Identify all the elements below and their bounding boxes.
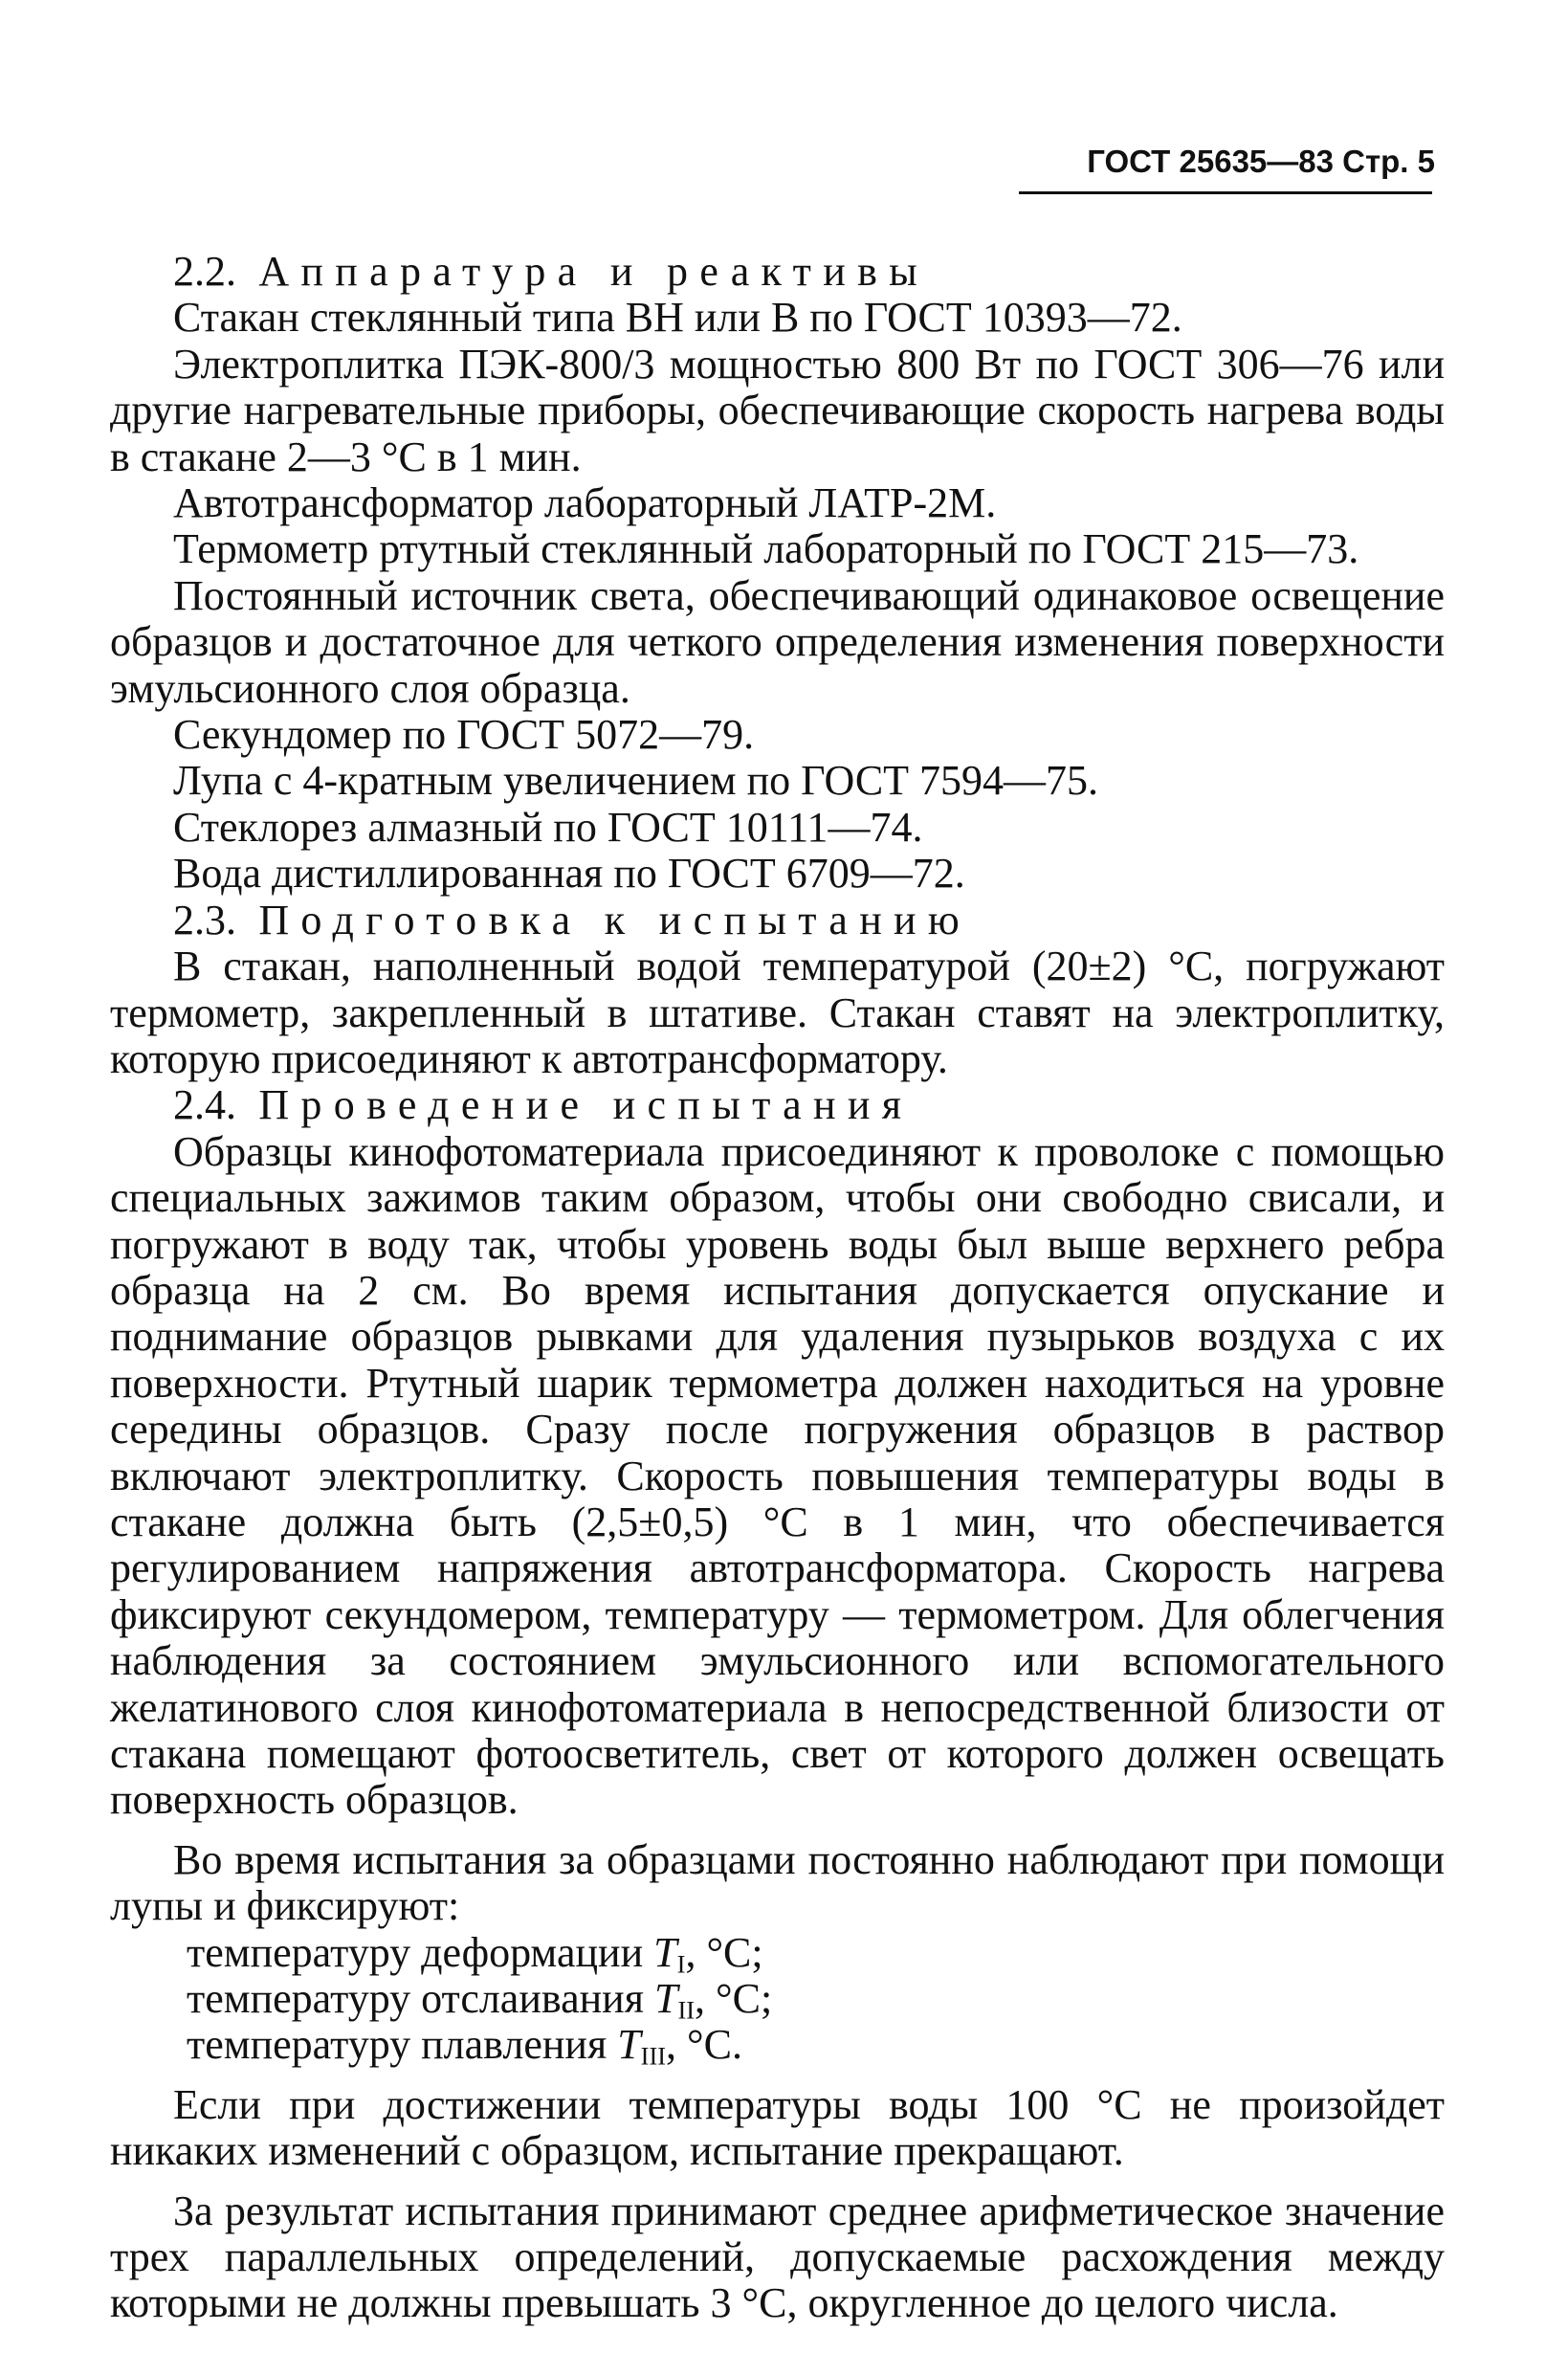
paragraph-gap	[110, 1824, 1445, 1837]
equipment-item: Секундомер по ГОСТ 5072—79.	[173, 711, 755, 759]
item-unit: , °С;	[685, 1928, 763, 1976]
section-number: 2.3.	[173, 896, 236, 943]
page-header	[1014, 144, 1435, 211]
symbol-t: T	[653, 1975, 678, 2023]
paragraph-gap	[110, 2175, 1445, 2188]
paragraph-gap	[110, 2069, 1445, 2082]
list-item	[187, 1928, 1445, 1979]
result-paragraph: За результат испытания принимают среднее арифметическое значение трех параллельных определений, допускаемые расхождения между которыми не должны превышать 3 °С, округленное до целого числа.	[110, 2187, 1445, 2327]
page-number: Стр. 5	[1342, 144, 1435, 179]
list-item	[187, 1975, 1445, 2025]
section-title: Проведение испытания	[258, 1081, 914, 1129]
gost-number: ГОСТ 25635—83	[1087, 144, 1334, 179]
temperature-list	[110, 1928, 1445, 2072]
equipment-item: Постоянный источник света, обеспечивающий одинаковое освещение образцов и достаточное для четкого определения изменения поверхности эмульсионного слоя образца.	[110, 571, 1445, 712]
symbol-t: T	[617, 2021, 641, 2069]
section-2-3-heading	[110, 898, 1445, 943]
section-number: 2.2.	[173, 248, 236, 295]
section-title: Подготовка к испытанию	[258, 896, 972, 943]
preparation-text: В стакан, наполненный водой температурой (20±2) °С, погружают термометр, закрепленный в штативе. Стакан ставят на электроплитку, которую присоединяют к автотрансформатору.	[110, 943, 1445, 1082]
symbol-t: T	[653, 1928, 677, 1976]
equipment-item: Термометр ртутный стеклянный лабораторный по ГОСТ 215—73.	[173, 525, 1359, 573]
item-unit: , °С;	[695, 1975, 773, 2023]
equipment-item: Стеклорез алмазный по ГОСТ 10111—74.	[173, 803, 923, 851]
list-item	[187, 2021, 1445, 2072]
item-text: температуру отслаивания	[187, 1975, 654, 2023]
equipment-item: Электроплитка ПЭК-800/3 мощностью 800 Вт по ГОСТ 306—76 или другие нагревательные приборы, обеспечивающие скорость нагрева воды в стакане 2—3 °С в 1 мин.	[110, 340, 1445, 480]
header-rule	[1019, 191, 1432, 194]
subscript: II	[677, 1995, 696, 2025]
equipment-item: Стакан стеклянный типа ВН или В по ГОСТ 10393—72.	[173, 294, 1182, 342]
section-2-2-heading	[110, 249, 1445, 295]
subscript: I	[676, 1949, 686, 1979]
subscript: III	[640, 2042, 667, 2072]
procedure-paragraph: Образцы кинофотоматериала присоединяют к проволоке с помощью специальных зажимов таким образом, чтобы они свободно свисали, и погружают в воду так, чтобы уровень воды был выше верхнего ребра образца на 2 см. Во время испытания допускается опускание и поднимание образцов рывками для удаления пузырьков воздуха с их поверхности. Ртутный шарик термометра должен находиться на уровне середины образцов. Сразу после погружения образцов в раствор включают электроплитку. Скорость повышения температуры воды в стакане должна быть (2,5±0,5) °С в 1 мин, что обеспечивается регулированием напряжения автотрансформатора. Скорость нагрева фиксируют секундомером, температуру — термометром. Для облегчения наблюдения за состоянием эмульсионного или вспомогательного желатинового слоя кинофотоматериала в непосредственной близости от стакана помещают фотоосветитель, свет от которого должен освещать поверхность образцов.	[110, 1127, 1445, 1824]
item-unit: , °С.	[666, 2021, 742, 2069]
section-number: 2.4.	[173, 1081, 236, 1129]
item-text: температуру плавления	[187, 2021, 618, 2069]
equipment-item: Лупа с 4-кратным увеличением по ГОСТ 7594—75.	[173, 757, 1099, 805]
document-body	[110, 249, 1445, 2327]
equipment-item: Автотрансформатор лабораторный ЛАТР-2М.	[173, 479, 997, 527]
equipment-item: Вода дистиллированная по ГОСТ 6709—72.	[173, 850, 965, 898]
section-2-4-heading	[110, 1082, 1445, 1128]
item-text: температуру деформации	[187, 1928, 654, 1976]
observation-paragraph: Во время испытания за образцами постоянно наблюдают при помощи лупы и фиксируют:	[110, 1835, 1445, 1930]
stop-condition-paragraph: Если при достижении температуры воды 100 °С не произойдет никаких изменений с образцом, испытание прекращают.	[110, 2080, 1445, 2175]
section-title: Аппаратура и реактивы	[258, 248, 930, 295]
